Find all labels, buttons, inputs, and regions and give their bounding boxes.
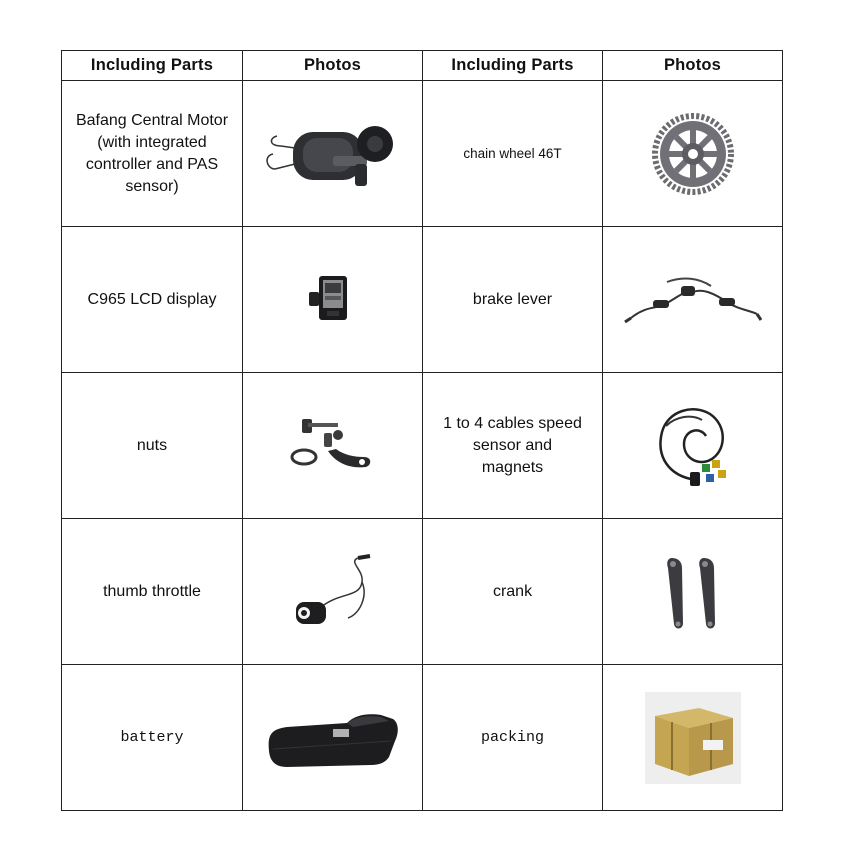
part-name: thumb throttle	[103, 582, 201, 600]
header-photos-2: Photos	[603, 51, 783, 81]
part-name: brake lever	[472, 290, 553, 308]
table-row	[62, 227, 783, 373]
table-row	[62, 81, 783, 227]
part-name: nuts	[136, 436, 168, 454]
part-name: C965 LCD display	[87, 290, 217, 308]
part-cell	[62, 227, 243, 373]
part-name: battery	[120, 728, 184, 746]
header-photos-1: Photos	[243, 51, 423, 81]
part-name: 1 to 4 cables speed sensor and magnets	[443, 414, 582, 476]
photo-cell	[603, 227, 783, 373]
part-cell	[423, 81, 603, 227]
thumb-throttle-icon	[288, 552, 378, 632]
crank-icon	[658, 550, 728, 634]
photo-cell	[243, 227, 423, 373]
part-cell	[423, 227, 603, 373]
table-row	[62, 519, 783, 665]
part-cell	[62, 519, 243, 665]
chainring-icon	[651, 112, 735, 196]
part-cell	[423, 373, 603, 519]
header-row	[62, 51, 783, 81]
photo-cell	[603, 519, 783, 665]
header-including-parts-2: Including Parts	[423, 51, 603, 81]
photo-cell	[243, 373, 423, 519]
part-name: Bafang Central Motor (with integrated controller and PAS sensor)	[75, 111, 229, 195]
photo-cell	[243, 519, 423, 665]
part-cell	[423, 665, 603, 811]
photo-cell	[603, 665, 783, 811]
table-row	[62, 373, 783, 519]
parts-table	[61, 50, 783, 811]
motor-icon	[263, 114, 403, 194]
photo-cell	[243, 665, 423, 811]
part-cell	[62, 373, 243, 519]
brake-lever-icon	[623, 270, 763, 330]
part-cell	[62, 81, 243, 227]
photo-cell	[603, 81, 783, 227]
table-row	[62, 665, 783, 811]
header-including-parts-1: Including Parts	[62, 51, 243, 81]
part-name: packing	[480, 728, 544, 746]
part-name: chain wheel 46T	[463, 145, 562, 161]
nuts-icon	[288, 411, 378, 481]
box-icon	[643, 690, 743, 786]
lcd-display-icon	[303, 270, 363, 330]
cables-icon	[648, 396, 738, 496]
photo-cell	[603, 373, 783, 519]
photo-cell	[243, 81, 423, 227]
part-name: crank	[492, 582, 533, 600]
part-cell	[423, 519, 603, 665]
battery-icon	[263, 703, 403, 773]
part-cell	[62, 665, 243, 811]
